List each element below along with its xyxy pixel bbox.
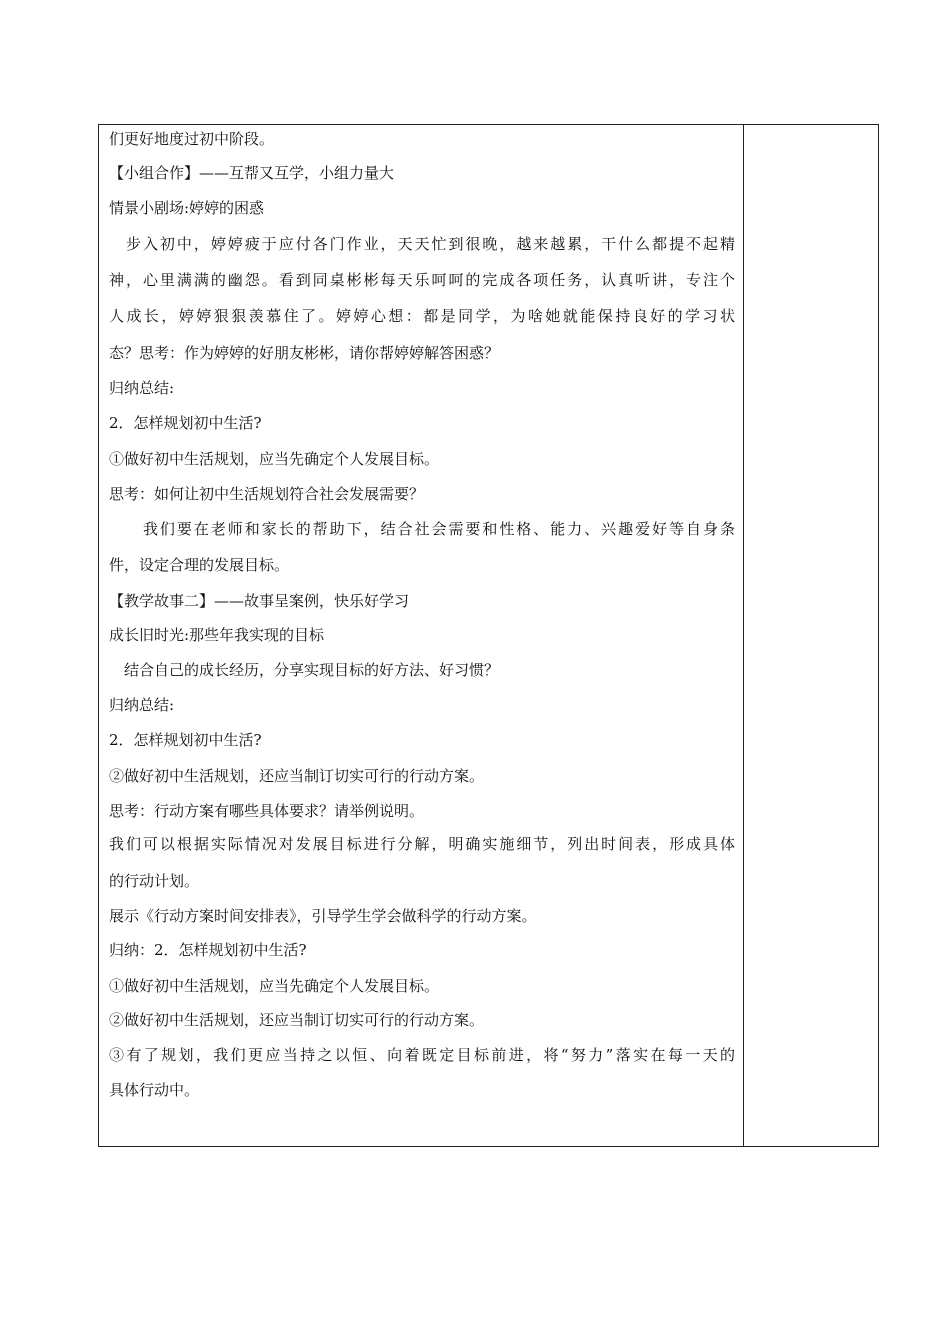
question-line: 思考：如何让初中生活规划符合社会发展需要？ bbox=[109, 485, 425, 503]
summary-heading: 归纳：2．怎样规划初中生活? bbox=[109, 941, 307, 959]
lesson-content-cell bbox=[99, 125, 743, 1146]
point-line: ③有了规划，我们更应当持之以恒、向着既定目标前进，将“努力”落实在每一天的 bbox=[109, 1046, 735, 1064]
point-line: ②做好初中生活规划，还应当制订切实可行的行动方案。 bbox=[109, 767, 485, 785]
paragraph-line: 人成长，婷婷狠狠羡慕住了。婷婷心想：都是同学，为啥她就能保持良好的学习状 bbox=[109, 307, 735, 325]
text-line: 们更好地度过初中阶段。 bbox=[109, 130, 275, 148]
text-line: 归纳总结: bbox=[109, 379, 175, 397]
paragraph-line: 结合自己的成长经历，分享实现目标的好方法、好习惯？ bbox=[109, 661, 500, 679]
text-line: 展示《行动方案时间安排表》，引导学生学会做科学的行动方案。 bbox=[109, 907, 537, 925]
section-heading: 【小组合作】——互帮又互学，小组力量大 bbox=[109, 164, 395, 182]
lesson-table bbox=[98, 124, 879, 1147]
question-line: 2．怎样规划初中生活? bbox=[109, 414, 262, 432]
paragraph-line: 件，设定合理的发展目标。 bbox=[109, 556, 290, 574]
section-heading: 【教学故事二】——故事呈案例，快乐好学习 bbox=[109, 592, 410, 610]
paragraph-line: 态？思考：作为婷婷的好朋友彬彬，请你帮婷婷解答困惑？ bbox=[109, 344, 500, 362]
point-line: 具体行动中。 bbox=[109, 1081, 200, 1099]
paragraph-line: 的行动计划。 bbox=[109, 872, 200, 890]
paragraph-line: 神，心里满满的幽怨。看到同桌彬彬每天乐呵呵的完成各项任务，认真听讲，专注个 bbox=[109, 271, 735, 289]
point-line: ①做好初中生活规划，应当先确定个人发展目标。 bbox=[109, 977, 440, 995]
text-line: 归纳总结: bbox=[109, 696, 175, 714]
point-line: ②做好初中生活规划，还应当制订切实可行的行动方案。 bbox=[109, 1011, 485, 1029]
question-line: 思考：行动方案有哪些具体要求？请举例说明。 bbox=[109, 802, 425, 820]
paragraph-line: 我们要在老师和家长的帮助下，结合社会需要和性格、能力、兴趣爱好等自身条 bbox=[109, 520, 735, 538]
question-line: 2．怎样规划初中生活? bbox=[109, 731, 262, 749]
paragraph-line: 我们可以根据实际情况对发展目标进行分解，明确实施细节，列出时间表，形成具体 bbox=[109, 835, 735, 853]
point-line: ①做好初中生活规划，应当先确定个人发展目标。 bbox=[109, 450, 440, 468]
text-line: 情景小剧场:婷婷的困惑 bbox=[109, 199, 265, 217]
text-line: 成长旧时光:那些年我实现的目标 bbox=[109, 626, 325, 644]
paragraph-line: 步入初中，婷婷疲于应付各门作业，天天忙到很晚，越来越累，干什么都提不起精 bbox=[109, 235, 735, 253]
notes-cell bbox=[744, 125, 878, 1146]
